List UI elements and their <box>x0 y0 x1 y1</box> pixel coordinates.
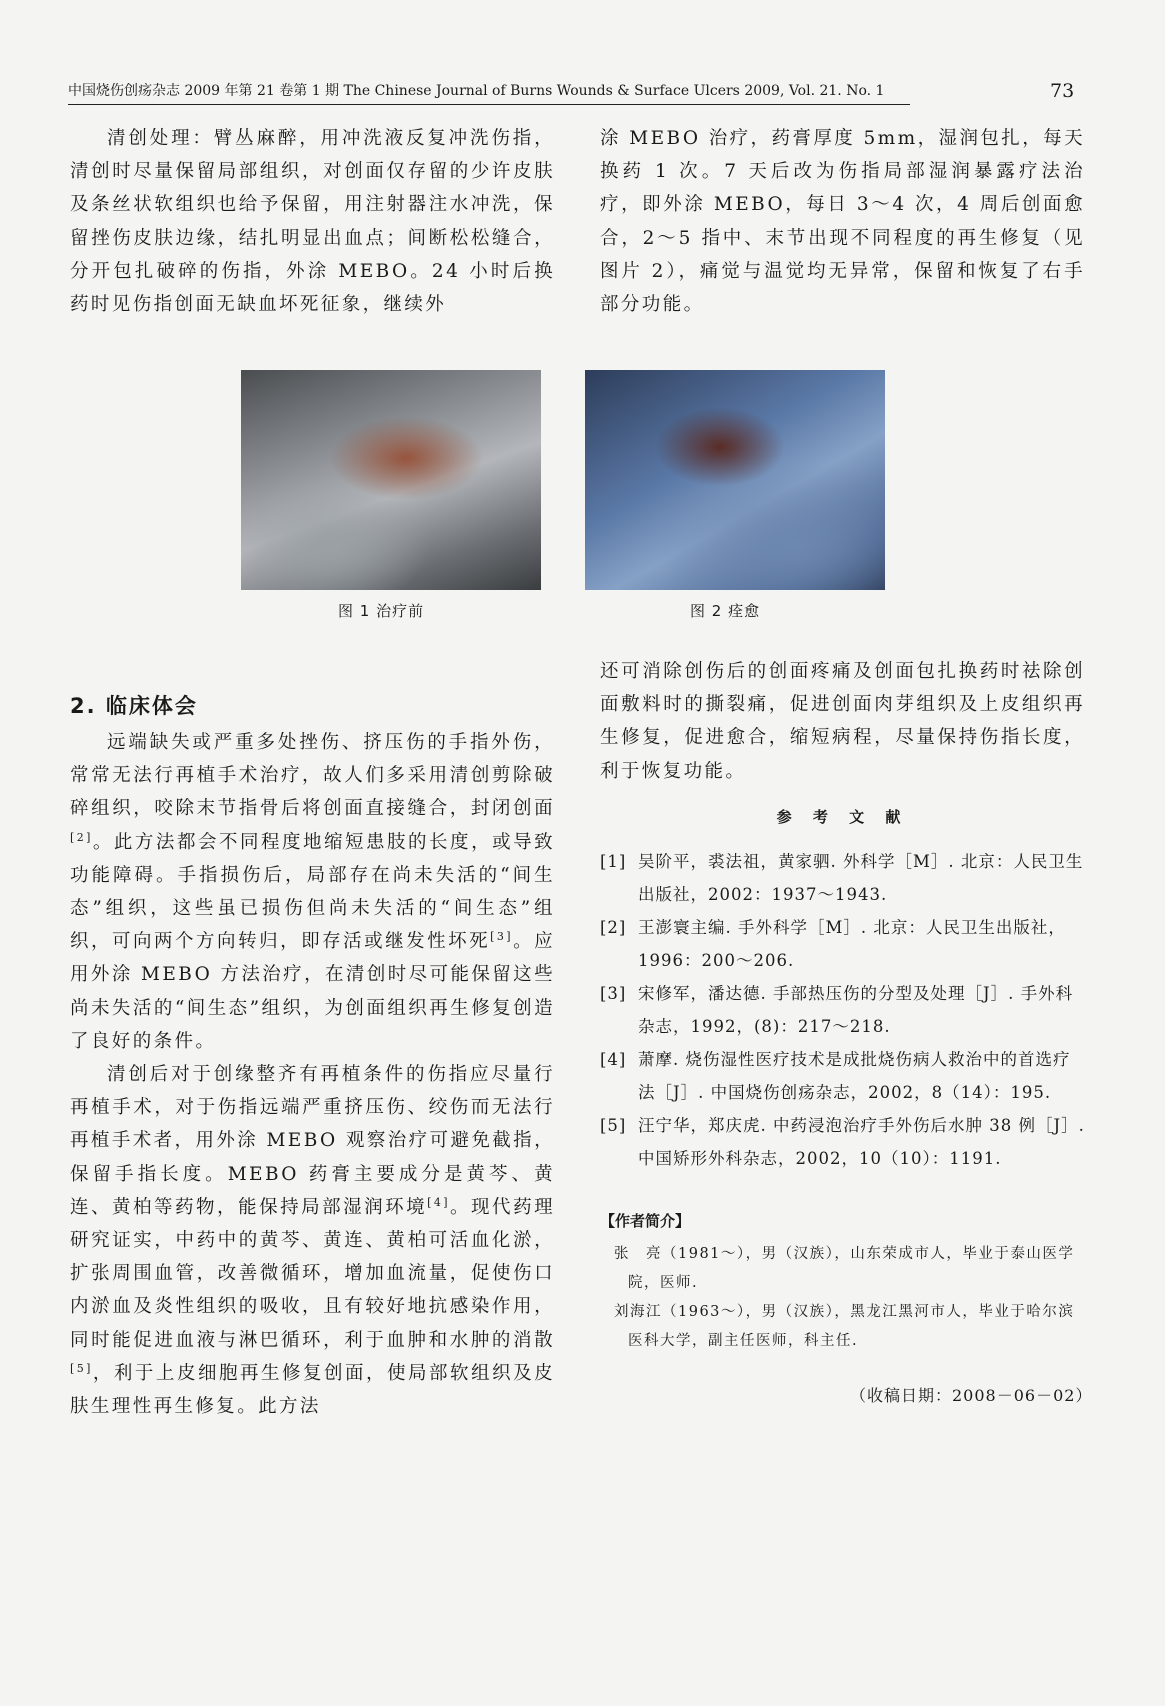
citation-2: [2] <box>70 830 93 844</box>
treatment-paragraph: 涂 MEBO 治疗，药膏厚度 5mm，湿润包扎，每天换药 1 次。7 天后改为伤指局部湿润暴露疗法治疗，即外涂 MEBO，每日 3～4 次，4 周后创面愈合，2～5 指中、末节出现不同程度的再生修复（见图片 2），痛觉与温觉均无异常，保留和恢复了右手部分功能。 <box>600 128 1085 316</box>
author-bio-list <box>600 1240 1085 1356</box>
left-top-column <box>70 122 555 321</box>
reference-item: [3] 宋修军，潘达德. 手部热压伤的分型及处理［J］. 手外科杂志，1992，(8)：217～218. <box>600 984 1074 1036</box>
author-bio-item: 刘海江（1963～），男（汉族），黑龙江黑河市人，毕业于哈尔滨医科大学，副主任医师，科主任. <box>614 1304 1075 1349</box>
section-2-title: 2. 临床体会 <box>70 694 198 718</box>
figure-2-photo <box>585 370 885 590</box>
section-2-paragraph-1: 远端缺失或严重多处挫伤、挤压伤的手指外伤，常常无法行再植手术治疗，故人们多采用清创剪除破碎组织，咬除末节指骨后将创面直接缝合，封闭创面[2]。此方法都会不同程度地缩短患肢的长度，或导致功能障碍。手指损伤后，局部存在尚未失活的“间生态”组织，这些虽已损伤但尚未失活的“间生态”组织，可向两个方向转归，即存活或继发性坏死[3]。应用外涂 MEBO 方法治疗，在清创时尽可能保留这些尚未失活的“间生态”组织，为创面组织再生修复创造了良好的条件。 <box>70 732 555 1052</box>
figure-2-caption: 图 2 痊愈 <box>690 602 761 620</box>
citation-3: [3] <box>490 930 513 944</box>
header-rule <box>68 104 910 105</box>
received-date: （收稿日期：2008－06－02） <box>850 1386 1093 1405</box>
reference-item: [1] 吴阶平，裘法祖，黄家驷. 外科学［M］. 北京：人民卫生出版社，2002：1937～1943. <box>600 852 1084 904</box>
reference-item: [2] 王澎寰主编. 手外科学［M］. 北京：人民卫生出版社，1996：200～206. <box>600 918 1066 970</box>
reference-item: [4] 萧摩. 烧伤湿性医疗技术是成批烧伤病人救治中的首选疗法［J］. 中国烧伤创疡杂志，2002，8（14）：195. <box>600 1050 1071 1102</box>
header-text: 中国烧伤创疡杂志 2009 年第 21 卷第 1 期 The Chinese Journal of Burns Wounds & Surface Ulcers 2009, Vol. 21. No. 1 <box>68 83 885 99</box>
page-number: 73 <box>1050 80 1075 102</box>
section-2-paragraph-2: 清创后对于创缘整齐有再植条件的伤指应尽量行再植手术，对于伤指远端严重挤压伤、绞伤而无法行再植手术者，用外涂 MEBO 观察治疗可避免截指，保留手指长度。MEBO 药膏主要成分是黄芩、黄连、黄柏等药物，能保持局部湿润环境[4]。现代药理研究证实，中药中的黄芩、黄连、黄柏可活血化淤，扩张周围血管，改善微循环，增加血流量，促使伤口内淤血及炎性组织的吸收，且有较好地抗感染作用，同时能促进血液与淋巴循环，利于血肿和水肿的消散[5]，利于上皮细胞再生修复创面，使局部软组织及皮肤生理性再生修复。此方法 <box>70 1064 555 1418</box>
citation-4: [4] <box>427 1195 450 1209</box>
running-header <box>68 82 1048 100</box>
citation-5: [5] <box>70 1361 93 1375</box>
section-2-continuation: 还可消除创伤后的创面疼痛及创面包扎换药时祛除创面敷料时的撕裂痛，促进创面肉芽组织及上皮组织再生修复，促进愈合，缩短病程，尽量保持伤指长度，利于恢复功能。 <box>600 661 1085 782</box>
section-2-continuation-column <box>600 655 1085 788</box>
references-title: 参 考 文 献 <box>776 808 909 826</box>
debridement-paragraph: 清创处理：臂丛麻醉，用冲洗液反复冲洗伤指，清创时尽量保留局部组织，对创面仅存留的少许皮肤及条丝状软组织也给予保留，用注射器注水冲洗，保留挫伤皮肤边缘，结扎明显出血点；间断松松缝合，分开包扎破碎的伤指，外涂 MEBO。24 小时后换药时见伤指创面无缺血坏死征象，继续外 <box>70 128 555 316</box>
figure-1-caption: 图 1 治疗前 <box>338 602 425 620</box>
references-list <box>600 845 1085 1175</box>
figure-1-photo <box>241 370 541 590</box>
author-bio-item: 张 亮（1981～），男（汉族），山东荣成市人，毕业于泰山医学院，医师. <box>614 1246 1075 1291</box>
reference-item: [5] 汪宁华，郑庆虎. 中药浸泡治疗手外伤后水肿 38 例［J］. 中国矫形外科杂志，2002，10（10）：1191. <box>600 1116 1085 1168</box>
right-top-column <box>600 122 1085 321</box>
author-bio-title: 【作者简介】 <box>600 1212 691 1230</box>
section-2-column <box>70 690 555 1423</box>
